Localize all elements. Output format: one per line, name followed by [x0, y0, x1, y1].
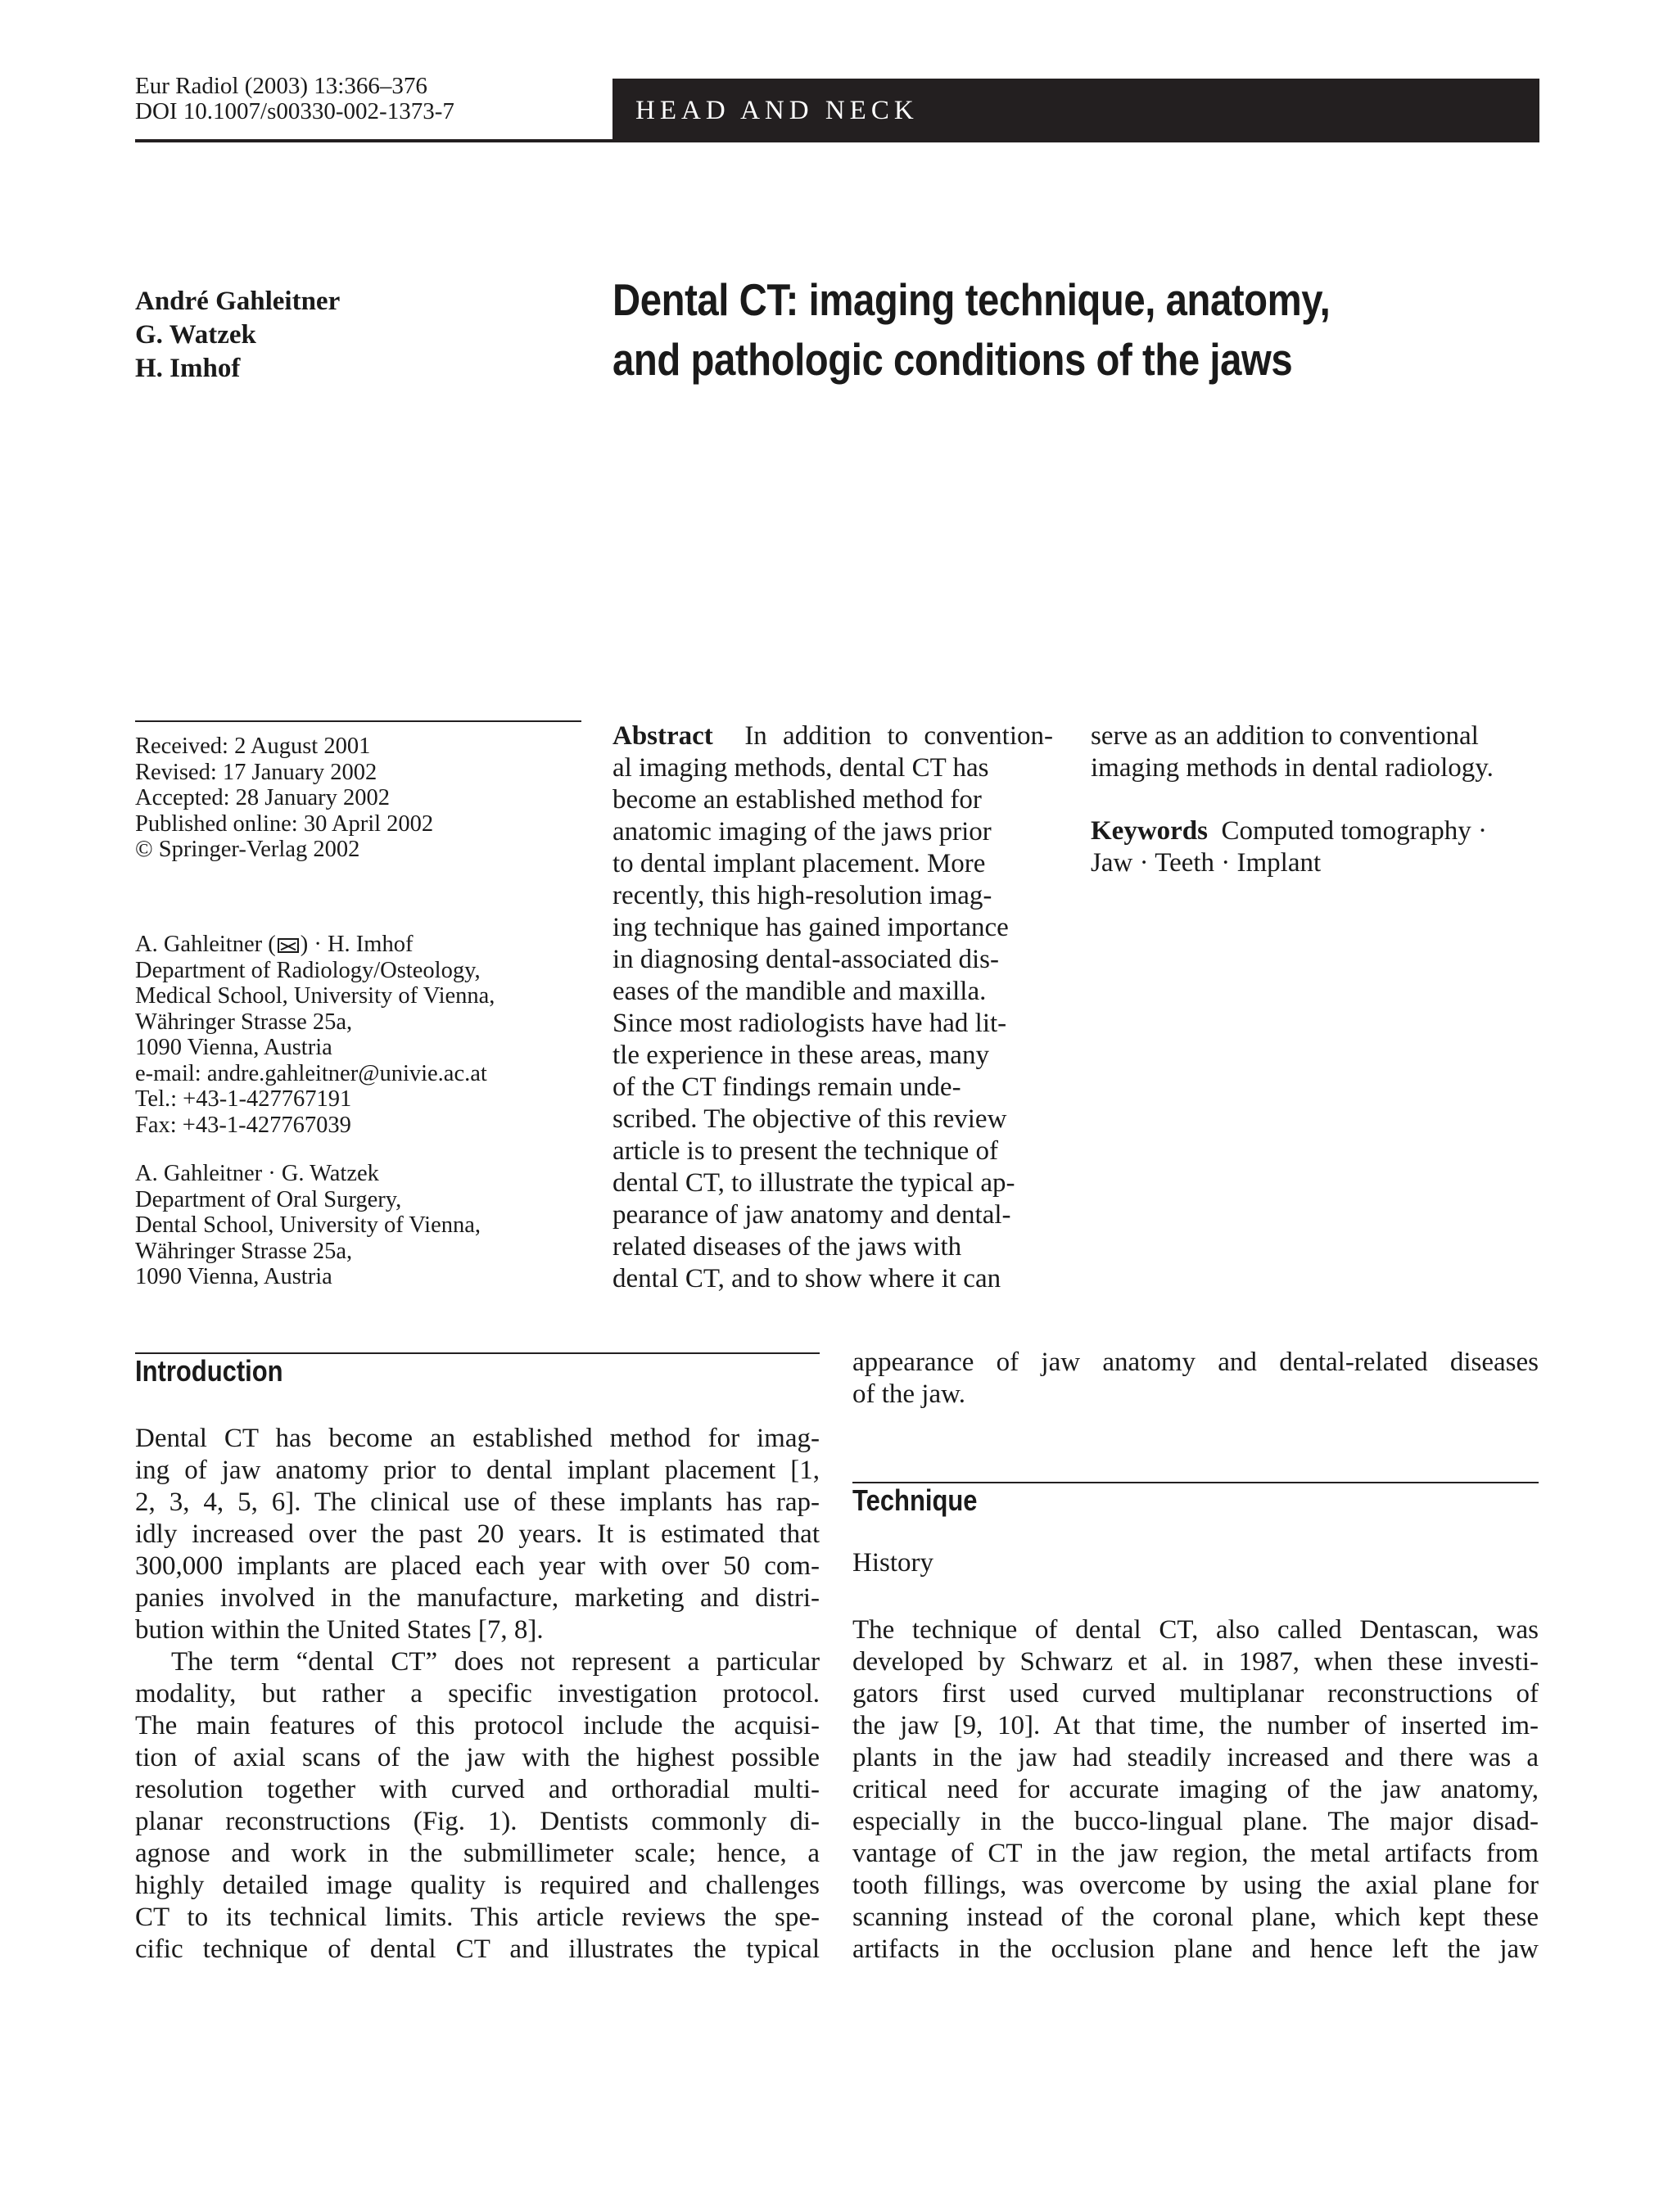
fax: Fax: +43-1-427767039: [135, 1112, 351, 1138]
doi: DOI 10.1007/s00330-002-1373-7: [135, 98, 454, 124]
abstract-continued: [1091, 720, 1549, 784]
correspondence-address: [135, 932, 495, 1138]
abstract-line: related diseases of the jaws with: [612, 1232, 962, 1262]
body-line: appearance of jaw anatomy and dental-related diseases: [852, 1348, 1539, 1377]
abstract-line: dental CT, and to show where it can: [612, 1264, 1001, 1293]
body-line: artifacts in the occlusion plane and hence left the jaw: [852, 1934, 1539, 1964]
history-line: Accepted: 28 January 2002: [135, 785, 391, 810]
telephone: Tel.: +43-1-427767191: [135, 1086, 352, 1112]
body-line: panies involved in the manufacture, marketing and distri-: [135, 1583, 820, 1613]
body-line: resolution together with curved and orthoradial multi-: [135, 1775, 820, 1804]
body-line: The main features of this protocol include the acquisi-: [135, 1711, 820, 1740]
body-line: tion of axial scans of the jaw with the highest possible: [135, 1743, 820, 1772]
technique-body: [852, 1614, 1539, 1966]
journal-reference: [135, 74, 454, 124]
keywords-first-line: [1091, 815, 1549, 847]
abstract-line: al imaging methods, dental CT has: [612, 753, 989, 783]
second-address: [135, 1161, 481, 1290]
body-line: agnose and work in the submillimeter scale; hence, a: [135, 1839, 820, 1868]
body-line: The term “dental CT” does not represent a particular: [171, 1647, 820, 1677]
body-line: 300,000 implants are placed each year with over 50 com-: [135, 1551, 820, 1581]
address-line: Währinger Strasse 25a,: [135, 1009, 353, 1035]
header-rule: [135, 139, 614, 142]
address-line: A. Gahleitner · G. Watzek: [135, 1161, 379, 1186]
introduction-continued: [852, 1347, 1539, 1411]
address-author-a: A. Gahleitner (: [135, 932, 276, 957]
author: André Gahleitner: [135, 287, 341, 316]
body-line: vantage of CT in the jaw region, the metal artifacts from: [852, 1839, 1539, 1868]
body-line: especially in the bucco-lingual plane. The major disad-: [852, 1807, 1539, 1836]
address-line: Dental School, University of Vienna,: [135, 1212, 481, 1238]
body-line: developed by Schwarz et al. in 1987, when these investi-: [852, 1647, 1539, 1677]
abstract-first-line: [612, 720, 1053, 752]
body-line: CT to its technical limits. This article reviews the spe-: [135, 1903, 820, 1932]
address-first-line: [135, 932, 495, 958]
body-line: of the jaw.: [852, 1379, 966, 1409]
keywords: [1091, 815, 1549, 879]
body-line: plants in the jaw had steadily increased and there was a: [852, 1743, 1539, 1772]
address-line: 1090 Vienna, Austria: [135, 1035, 332, 1060]
abstract-line: imaging methods in dental radiology.: [1091, 753, 1494, 783]
body-line: gators first used curved multiplanar reconstructions of: [852, 1679, 1539, 1709]
email: e-mail: andre.gahleitner@univie.ac.at: [135, 1060, 487, 1086]
envelope-icon: [278, 938, 299, 953]
keywords-text: Computed tomography ·: [1221, 816, 1487, 846]
body-line: bution within the United States [7, 8].: [135, 1615, 544, 1645]
body-line: ing of jaw anatomy prior to dental implant placement [1,: [135, 1456, 820, 1485]
title-line: Dental CT: imaging technique, anatomy,: [612, 274, 1331, 325]
body-line: highly detailed image quality is required and challenges: [135, 1871, 820, 1900]
body-line: tooth fillings, was overcome by using the axial plane for: [852, 1871, 1539, 1900]
abstract-line: of the CT findings remain unde-: [612, 1072, 961, 1102]
body-line: critical need for accurate imaging of the jaw anatomy,: [852, 1775, 1539, 1804]
abstract-line: anatomic imaging of the jaws prior: [612, 817, 992, 846]
address-line: Währinger Strasse 25a,: [135, 1238, 353, 1264]
address-line: Department of Radiology/Osteology,: [135, 957, 481, 983]
author: G. Watzek: [135, 320, 256, 350]
abstract-line: tle experience in these areas, many: [612, 1041, 989, 1070]
body-line: scanning instead of the coronal plane, which kept these: [852, 1903, 1539, 1932]
body-line: cific technique of dental CT and illustrates the typical: [135, 1934, 820, 1964]
abstract-line: ing technique has gained importance: [612, 913, 1009, 942]
article-title: [612, 270, 1387, 390]
body-line: modality, but rather a specific investigation protocol.: [135, 1679, 820, 1709]
abstract: [612, 720, 1053, 1295]
abstract-line: serve as an addition to conventional: [1091, 721, 1479, 751]
keywords-label: Keywords: [1091, 816, 1208, 846]
abstract-line: become an established method for: [612, 785, 982, 815]
abstract-text: In addition to convention-: [744, 721, 1053, 751]
history-line: Received: 2 August 2001: [135, 734, 371, 759]
history-line: Published online: 30 April 2002: [135, 810, 434, 837]
address-author-b: ) · H. Imhof: [300, 932, 414, 957]
history-subheading: History: [852, 1548, 933, 1578]
keywords-text: Jaw · Teeth · Implant: [1091, 848, 1322, 878]
abstract-line: in diagnosing dental-associated dis-: [612, 945, 999, 974]
abstract-label: Abstract: [612, 721, 713, 751]
history-line: Revised: 17 January 2002: [135, 759, 377, 785]
publication-history: [135, 734, 433, 863]
section-banner: HEAD AND NECK: [612, 79, 1539, 142]
address-line: Department of Oral Surgery,: [135, 1186, 402, 1212]
abstract-line: pearance of jaw anatomy and dental-: [612, 1200, 1011, 1230]
body-line: idly increased over the past 20 years. It is estimated that: [135, 1519, 820, 1549]
body-line: planar reconstructions (Fig. 1). Dentists commonly di-: [135, 1807, 820, 1836]
author-list: [135, 285, 340, 386]
author: H. Imhof: [135, 354, 241, 383]
abstract-line: eases of the mandible and maxilla.: [612, 977, 987, 1006]
introduction-heading: Introduction: [135, 1354, 283, 1388]
sidebar-rule: [135, 720, 581, 722]
abstract-line: dental CT, to illustrate the typical ap-: [612, 1168, 1015, 1198]
body-line: the jaw [9, 10]. At that time, the number of inserted im-: [852, 1711, 1539, 1740]
abstract-line: Since most radiologists have had lit-: [612, 1009, 1007, 1038]
journal-citation: Eur Radiol (2003) 13:366–376: [135, 73, 427, 99]
body-line: Dental CT has become an established method for imag-: [135, 1424, 820, 1453]
abstract-line: recently, this high-resolution imag-: [612, 881, 992, 910]
abstract-line: article is to present the technique of: [612, 1136, 998, 1166]
abstract-line: scribed. The objective of this review: [612, 1104, 1007, 1134]
abstract-line: to dental implant placement. More: [612, 849, 986, 878]
body-line: 2, 3, 4, 5, 6]. The clinical use of these implants has rap-: [135, 1487, 820, 1517]
history-line: © Springer-Verlag 2002: [135, 837, 360, 862]
technique-heading: Technique: [852, 1483, 978, 1517]
address-line: 1090 Vienna, Austria: [135, 1264, 332, 1289]
introduction-body: [135, 1423, 820, 1966]
title-line: and pathologic conditions of the jaws: [612, 334, 1293, 385]
address-line: Medical School, University of Vienna,: [135, 983, 495, 1009]
body-line: The technique of dental CT, also called Dentascan, was: [852, 1615, 1539, 1645]
